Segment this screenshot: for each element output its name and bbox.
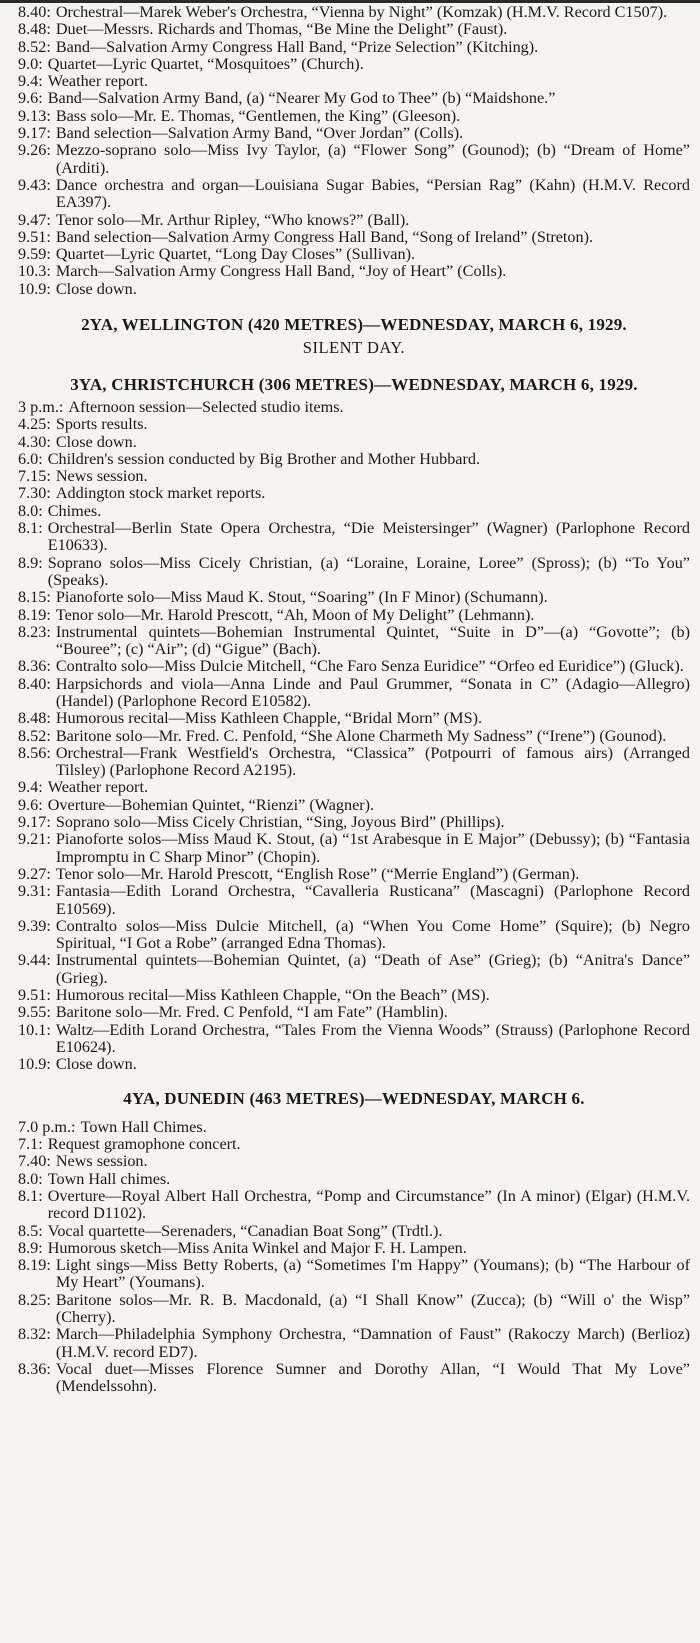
programme-entry	[18, 624, 690, 659]
programme-entry	[18, 831, 690, 866]
entry-time: 8.0:	[18, 501, 43, 520]
programme-entry	[18, 710, 690, 727]
programme-entry	[18, 1056, 690, 1073]
entry-description: Overture—Royal Albert Hall Orchestra, “Pomp and Circumstance” (In A minor) (Elgar) (H.M.V. record D1102).	[47, 1187, 690, 1223]
programme-entry	[18, 728, 690, 745]
entry-time: 8.56:	[18, 743, 51, 762]
programme-entry	[18, 555, 690, 590]
entry-description: Band selection—Salvation Army Band, “Over Jordan” (Colls).	[55, 124, 464, 143]
entry-description: News session.	[55, 467, 148, 486]
entry-description: Pianoforte solo—Miss Maud K. Stout, “Soaring” (In F Minor) (Schumann).	[55, 588, 548, 607]
entry-description: Addington stock market reports.	[55, 484, 266, 503]
entry-description: Children's session conducted by Big Brother and Mother Hubbard.	[47, 449, 480, 468]
programme-entry	[18, 229, 690, 246]
programme-entry	[18, 1171, 690, 1188]
programme-entry	[18, 212, 690, 229]
entry-time: 8.40:	[18, 3, 51, 21]
entry-description: Humorous sketch—Miss Anita Winkel and Major F. H. Lampen.	[47, 1238, 467, 1257]
entry-description: Band—Salvation Army Congress Hall Band, “Prize Selection” (Kitching).	[55, 37, 539, 56]
entry-description: Town Hall Chimes.	[80, 1117, 207, 1136]
entry-description: Tenor solo—Mr. Harold Prescott, “English Rose” (“Merrie England”) (German).	[55, 864, 580, 883]
programme-entry	[18, 73, 690, 90]
entry-description: Vocal duet—Misses Florence Sumner and Dorothy Allan, “I Would That My Love” (Mendelssohn).	[55, 1359, 690, 1396]
entry-time: 8.25:	[18, 1290, 51, 1309]
programme-entry	[18, 607, 690, 624]
entry-description: Pianoforte solos—Miss Maud K. Stout, (a) “1st Arabesque in E Major” (Debussy); (b) “Fantasia Impromptu in C Sharp Minor” (Chopin).	[55, 830, 690, 866]
entry-time: 7.40:	[18, 1152, 51, 1171]
entry-time: 9.17:	[18, 124, 51, 143]
entry-time: 9.17:	[18, 813, 51, 832]
entry-description: March—Philadelphia Symphony Orchestra, “Damnation of Faust” (Rakoczy March) (Berlioz) (H.M.V. record ED7).	[55, 1325, 690, 1361]
entry-time: 10.1:	[18, 1020, 51, 1039]
entry-time: 9.39:	[18, 916, 51, 935]
entry-description: Overture—Bohemian Quintet, “Rienzi” (Wagner).	[47, 795, 375, 814]
entry-time: 8.48:	[18, 20, 51, 39]
programme-entry	[18, 1292, 690, 1327]
entry-description: Afternoon session—Selected studio items.	[68, 397, 344, 416]
programme-entry	[18, 779, 690, 796]
entry-time: 9.13:	[18, 106, 51, 125]
programme-entry	[18, 416, 690, 433]
entry-description: Orchestral—Frank Westfield's Orchestra, “Classica” (Potpourri of famous airs) (Arranged Tilsley) (Parlophone Record A2195).	[55, 743, 690, 780]
programme-entry	[18, 814, 690, 831]
entry-description: Orchestral—Marek Weber's Orchestra, “Vienna by Night” (Komzak) (H.M.V. Record C1507).	[55, 3, 668, 21]
entry-description: Baritone solos—Mr. R. B. Macdonald, (a) “I Shall Know” (Zucca); (b) “Will o' the Wisp” (Cherry).	[55, 1290, 690, 1327]
programme-entry	[18, 866, 690, 883]
entry-time: 6.0:	[18, 449, 43, 468]
programme-entry	[18, 281, 690, 298]
entry-description: Orchestral—Berlin State Opera Orchestra, “Die Meistersinger” (Wagner) (Parlophone Record E10633).	[47, 519, 690, 555]
programme-entry	[18, 1136, 690, 1153]
entry-description: Sports results.	[55, 415, 148, 434]
entry-description: Instrumental quintets—Bohemian Instrumental Quintet, “Suite in D”—(a) “Govotte”; (b) “Bouree”; (c) “Air”; (d) “Gigue” (Bach).	[55, 622, 690, 659]
programme-entry	[18, 434, 690, 451]
entry-time: 8.52:	[18, 726, 51, 745]
programme-entry	[18, 1119, 690, 1136]
programme-entry	[18, 399, 690, 416]
programme-page	[18, 0, 690, 1396]
entry-time: 9.51:	[18, 986, 51, 1005]
entry-description: Quartet—Lyric Quartet, “Long Day Closes” (Sullivan).	[55, 245, 416, 264]
programme-entry	[18, 1004, 690, 1021]
programme-entry	[18, 90, 690, 107]
entry-description: Bass solo—Mr. E. Thomas, “Gentlemen, the King” (Gleeson).	[55, 106, 461, 125]
entry-description: Tenor solo—Mr. Arthur Ripley, “Who knows?” (Ball).	[55, 210, 410, 229]
programme-entry	[18, 485, 690, 502]
entry-description: Duet—Messrs. Richards and Thomas, “Be Mine the Delight” (Faust).	[55, 20, 508, 39]
entry-description: Humorous recital—Miss Kathleen Chapple, “Bridal Morn” (MS).	[55, 709, 483, 728]
programme-entry	[18, 1257, 690, 1292]
entry-description: Contralto solos—Miss Dulcie Mitchell, (a) “When You Come Home” (Squire); (b) Negro Spiritual, “I Got a Robe” (arranged Edna Thomas).	[55, 916, 690, 953]
entry-time: 9.55:	[18, 1003, 51, 1022]
programme-entry	[18, 797, 690, 814]
entry-time: 8.9:	[18, 553, 43, 572]
entry-description: Close down.	[55, 279, 137, 298]
section-continued-programme	[18, 0, 690, 298]
entry-time: 10.3:	[18, 262, 51, 281]
programme-entry	[18, 987, 690, 1004]
entry-description: Dance orchestra and organ—Louisiana Sugar Babies, “Persian Rag” (Kahn) (H.M.V. Record EA397).	[55, 175, 690, 212]
entry-description: Contralto solo—Miss Dulcie Mitchell, “Che Faro Senza Euridice” “Orfeo ed Euridice”) (Gluck).	[55, 657, 684, 676]
programme-entry	[18, 520, 690, 555]
entry-description: Instrumental quintets—Bohemian Quintet, (a) “Death of Ase” (Grieg); (b) “Anitra's Dance” (Grieg).	[55, 951, 690, 987]
entry-time: 8.52:	[18, 37, 51, 56]
entry-description: News session.	[55, 1152, 148, 1171]
programme-entry	[18, 952, 690, 987]
entry-description: Light sings—Miss Betty Roberts, (a) “Sometimes I'm Happy” (Youmans); (b) “The Harbour of My Heart” (Youmans).	[55, 1256, 690, 1292]
programme-entry	[18, 1022, 690, 1057]
programme-entry	[18, 142, 690, 177]
entry-time: 4.25:	[18, 415, 51, 434]
programme-entry	[18, 745, 690, 780]
entry-description: Waltz—Edith Lorand Orchestra, “Tales From the Vienna Woods” (Strauss) (Parlophone Record E10624).	[55, 1020, 690, 1056]
section-heading-2ya: 2YA, WELLINGTON (420 METRES)—WEDNESDAY, MARCH 6, 1929.	[81, 315, 627, 335]
entry-time: 8.1:	[18, 519, 43, 538]
entry-description: Fantasia—Edith Lorand Orchestra, “Cavalleria Rusticana” (Mascagni) (Parlophone Record E10569).	[55, 882, 690, 918]
entry-time: 9.47:	[18, 210, 51, 229]
entry-time: 8.48:	[18, 709, 51, 728]
entry-description: March—Salvation Army Congress Hall Band, “Joy of Heart” (Colls).	[55, 262, 507, 281]
section-3ya-christchurch	[18, 376, 690, 1074]
entry-time: 3 p.m.:	[18, 397, 64, 416]
entry-time: 9.59:	[18, 245, 51, 264]
entry-description: Town Hall chimes.	[47, 1169, 171, 1188]
section-2ya-wellington	[18, 316, 690, 357]
entry-description: Quartet—Lyric Quartet, “Mosquitoes” (Church).	[47, 54, 364, 73]
section-heading-4ya: 4YA, DUNEDIN (463 METRES)—WEDNESDAY, MARCH 6.	[123, 1088, 585, 1108]
entry-description: Baritone solo—Mr. Fred. C Penfold, “I am Fate” (Hamblin).	[55, 1003, 448, 1022]
programme-entry	[18, 658, 690, 675]
programme-entry	[18, 1326, 690, 1361]
entry-time: 8.0:	[18, 1169, 43, 1188]
entry-time: 9.4:	[18, 778, 43, 797]
silent-day-notice: SILENT DAY.	[302, 338, 406, 358]
entry-time: 10.9:	[18, 1055, 51, 1074]
programme-entry	[18, 1188, 690, 1223]
entry-description: Close down.	[55, 1055, 137, 1074]
entry-description: Band selection—Salvation Army Congress Hall Band, “Song of Ireland” (Streton).	[55, 227, 594, 246]
entry-time: 8.23:	[18, 622, 51, 641]
entry-time: 8.19:	[18, 1256, 51, 1275]
programme-entry	[18, 918, 690, 953]
entry-time: 8.36:	[18, 1359, 51, 1378]
programme-entry	[18, 1361, 690, 1396]
entry-description: Harpsichords and viola—Anna Linde and Paul Grummer, “Sonata in C” (Adagio—Allegro) (Handel) (Parlophone Record E10582).	[55, 674, 690, 710]
section-4ya-dunedin	[18, 1090, 690, 1396]
entry-time: 7.1:	[18, 1135, 43, 1154]
entry-description: Weather report.	[47, 778, 148, 797]
entry-time: 9.6:	[18, 89, 43, 108]
programme-list-3ya	[18, 399, 690, 1074]
entry-time: 10.9:	[18, 279, 51, 298]
programme-entry	[18, 451, 690, 468]
programme-entry	[18, 883, 690, 918]
entry-time: 8.9:	[18, 1238, 43, 1257]
entry-description: Weather report.	[47, 72, 148, 91]
entry-time: 8.40:	[18, 674, 51, 693]
entry-description: Humorous recital—Miss Kathleen Chapple, “On the Beach” (MS).	[55, 986, 490, 1005]
entry-description: Mezzo-soprano solo—Miss Ivy Taylor, (a) “Flower Song” (Gounod); (b) “Dream of Home” (Arditi).	[55, 141, 690, 177]
entry-time: 9.26:	[18, 141, 51, 160]
entry-time: 8.1:	[18, 1187, 43, 1205]
entry-time: 7.30:	[18, 484, 51, 503]
entry-time: 9.6:	[18, 795, 43, 814]
programme-entry	[18, 4, 690, 21]
programme-entry	[18, 177, 690, 212]
entry-description: Chimes.	[47, 501, 102, 520]
entry-time: 8.15:	[18, 588, 51, 607]
programme-entry	[18, 263, 690, 280]
entry-description: Soprano solos—Miss Cicely Christian, (a) “Loraine, Loraine, Loree” (Spross); (b) “To You” (Speaks).	[47, 553, 690, 589]
programme-entry	[18, 39, 690, 56]
entry-description: Soprano solo—Miss Cicely Christian, “Sing, Joyous Bird” (Phillips).	[55, 813, 505, 832]
entry-time: 9.21:	[18, 830, 51, 849]
section-heading-3ya: 3YA, CHRISTCHURCH (306 METRES)—WEDNESDAY, MARCH 6, 1929.	[70, 374, 638, 394]
entry-time: 7.0 p.m.:	[18, 1117, 76, 1136]
programme-entry	[18, 589, 690, 606]
entry-time: 9.31:	[18, 882, 51, 901]
entry-description: Vocal quartette—Serenaders, “Canadian Boat Song” (Trdtl.).	[47, 1221, 443, 1240]
entry-time: 8.32:	[18, 1325, 51, 1344]
entry-time: 9.0:	[18, 54, 43, 73]
programme-entry	[18, 676, 690, 711]
entry-description: Band—Salvation Army Band, (a) “Nearer My God to Thee” (b) “Maidshone.”	[47, 89, 556, 108]
programme-entry	[18, 246, 690, 263]
entry-time: 8.19:	[18, 605, 51, 624]
programme-entry	[18, 108, 690, 125]
programme-entry	[18, 21, 690, 38]
programme-entry	[18, 125, 690, 142]
entry-time: 4.30:	[18, 432, 51, 451]
programme-entry	[18, 1153, 690, 1170]
entry-description: Baritone solo—Mr. Fred. C. Penfold, “She Alone Charmeth My Sadness” (“Irene”) (Gounod).	[55, 726, 667, 745]
entry-time: 9.43:	[18, 175, 51, 194]
entry-time: 9.44:	[18, 951, 51, 970]
programme-entry	[18, 1240, 690, 1257]
entry-time: 9.27:	[18, 864, 51, 883]
entry-time: 8.5:	[18, 1221, 43, 1240]
entry-description: Request gramophone concert.	[47, 1135, 241, 1154]
programme-list-4ya	[18, 1119, 690, 1396]
entry-time: 9.4:	[18, 72, 43, 91]
entry-time: 9.51:	[18, 227, 51, 246]
entry-description: Tenor solo—Mr. Harold Prescott, “Ah, Moon of My Delight” (Lehmann).	[55, 605, 535, 624]
programme-entry	[18, 468, 690, 485]
entry-time: 8.36:	[18, 657, 51, 676]
programme-entry	[18, 56, 690, 73]
programme-entry	[18, 503, 690, 520]
entry-description: Close down.	[55, 432, 137, 451]
programme-entry	[18, 1223, 690, 1240]
entry-time: 7.15:	[18, 467, 51, 486]
